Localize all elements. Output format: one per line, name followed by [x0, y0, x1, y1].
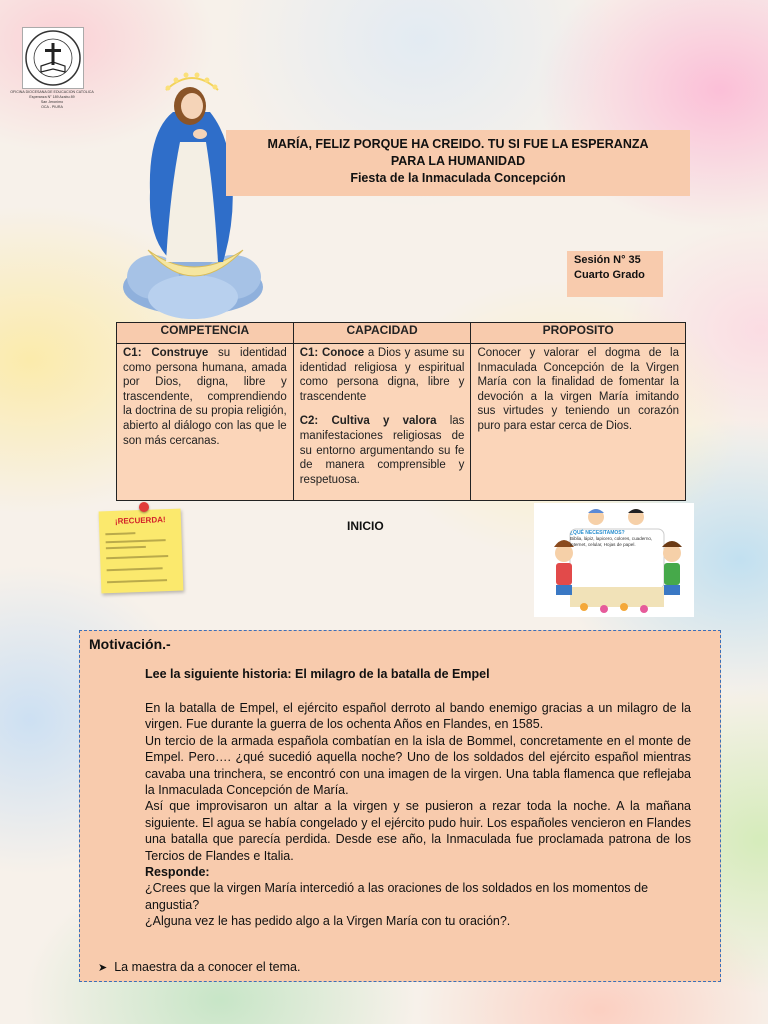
story-text [145, 700, 691, 930]
capacidad-1-text: a Dios y asume su identidad religiosa y espiritual como persona digna, libre y trascendente [299, 347, 465, 403]
note-line [106, 546, 146, 549]
header-competencia: COMPETENCIA [117, 323, 294, 344]
session-box [567, 251, 663, 297]
story-title: Lee la siguiente historia: El milagro de la batalla de Empel [145, 667, 490, 681]
virgin-mary-illustration [118, 72, 268, 324]
header-capacidad: CAPACIDAD [293, 323, 471, 344]
recuerda-sticky-note [99, 509, 184, 594]
lesson-subtitle: Fiesta de la Inmaculada Concepción [350, 171, 566, 185]
teacher-bullet-text: La maestra da a conocer el tema. [114, 960, 301, 974]
lesson-title-line2: PARA LA HUMANIDAD [390, 154, 526, 168]
inicio-heading: INICIO [347, 519, 384, 533]
recuerda-title: ¡RECUERDA! [114, 515, 166, 526]
capacidad-2-code: C2: [299, 415, 319, 428]
capacidad-1 [300, 346, 465, 404]
story-paragraph: Un tercio de la armada española combatían en la isla de Bommel, concretamente en el monte de Empel. Pero…. ¿qué sucedió aquella noche? Uno de los soldados del ejército español mientras cavaba una trinchera, se encontró con una imagen de la virgen. Una tabla flamenca que reflejaba la Inmaculada Concepción de María. [145, 733, 691, 798]
arrow-bullet-icon: ➤ [98, 962, 108, 974]
capacidad-cell [293, 344, 471, 501]
capacidad-1-verb: Conoce [321, 347, 365, 359]
competencia-cell [117, 344, 294, 501]
materials-list: Biblia, lápiz, lapicero, colores, cuaderno, internet, celular, Hojas de papel. [570, 536, 653, 547]
competency-table [116, 322, 686, 501]
session-number: Sesión N° 35 [574, 254, 641, 266]
logo-caption [6, 90, 98, 110]
school-logo [22, 27, 84, 89]
note-line [105, 532, 135, 535]
story-paragraph: En la batalla de Empel, el ejército español derroto al bando enemigo gracias a un milagro de la virgen. Fue durante la guerra de los ochenta Años en Flandes, en 1585. [145, 701, 691, 732]
note-line [106, 555, 168, 559]
motivation-label: Motivación.- [89, 636, 171, 652]
competencia-code: C1: [123, 347, 142, 359]
pushpin-icon [139, 502, 149, 512]
materials-question: ¿QUÉ NECESITAMOS? [570, 530, 625, 536]
logo-caption-line: OCA - PIURA [41, 105, 63, 109]
capacidad-2-text: las manifestaciones religiosas de su entorno argumentando su fe de manera comprensible y respetuosa. [299, 415, 465, 486]
responde-label: Responde: [145, 865, 210, 880]
logo-caption-line: San Jeronimo [40, 100, 64, 104]
lesson-title-box [226, 130, 690, 196]
header-proposito: PROPOSITO [471, 323, 686, 344]
logo-caption-line: Esperanza N° 189 Azabu 89 [29, 95, 75, 99]
table-header-row [117, 323, 686, 344]
competencia-verb: Construye [151, 347, 209, 359]
table-row [117, 344, 686, 501]
capacidad-2-verb: Cultiva y valora [331, 415, 437, 428]
question-2: ¿Alguna vez le has pedido algo a la Virgen María con tu oración?. [145, 914, 511, 929]
note-line [107, 579, 167, 583]
teacher-bullet [98, 960, 300, 974]
proposito-cell: Conocer y valorar el dogma de la Inmaculada Concepción de la Virgen María con la finalidad de fomentar la devoción a la virgen María imitando sus virtudes y teniendo un corazón puro para estar cerca de Dios. [471, 344, 686, 501]
story-paragraph: Así que improvisaron un altar a la virgen y se pusieron a rezar toda la noche. A la mañana siguiente. El agua se había congelado y el ejército pudo huir. Los españoles vencieron en Flandes una batalla que parecía perdida. Desde ese año, la Inmaculada fue proclamada patrona de los Tercios de Flandes e Italia. [145, 799, 691, 863]
capacidad-2 [300, 414, 465, 487]
capacidad-1-code: C1: [299, 347, 319, 359]
lesson-title-line1: MARÍA, FELIZ PORQUE HA CREIDO. TU SI FUE LA ESPERANZA [267, 137, 649, 151]
competencia-text: su identidad como persona humana, amada por Dios, digna, libre y trascendente, comprendiendo la doctrina de su propia religión, abierto al diálogo con las que le son más cercanas. [123, 347, 287, 447]
logo-caption-line: OFICINA DIOCESANA DE EDUCACION CATOLICA [10, 90, 94, 94]
note-line [107, 567, 163, 571]
grade-label: Cuarto Grado [574, 269, 645, 281]
question-1: ¿Crees que la virgen María intercedió a las oraciones de los soldados en los momentos de angustia? [145, 881, 649, 912]
note-line [106, 539, 166, 543]
materials-bubble [570, 530, 658, 580]
